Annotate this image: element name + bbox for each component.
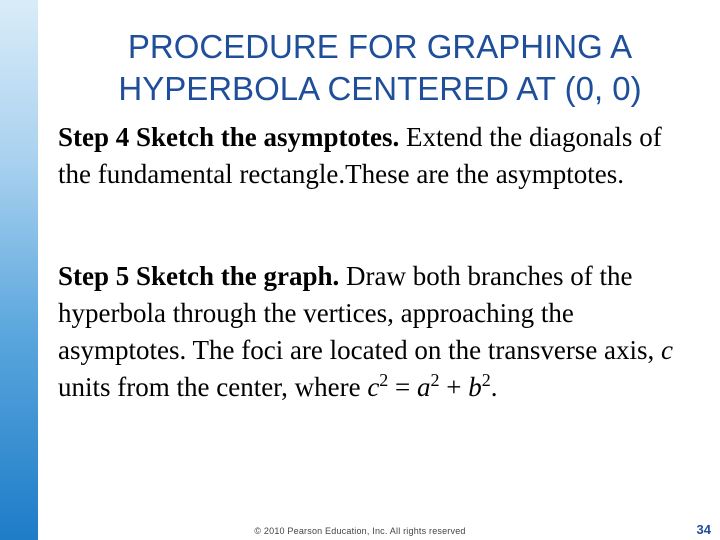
step-4-heading: Step 4 Sketch the asymptotes. xyxy=(58,122,400,152)
step-5-text-1: Draw both branches of the hyperbola through the vertices, approaching the asymptotes. The foci are located on the transverse axis, xyxy=(58,261,662,365)
equation-a: a xyxy=(417,372,431,402)
page-number: 34 xyxy=(696,522,711,537)
slide-title xyxy=(60,26,700,110)
title-line-1: PROCEDURE FOR GRAPHING A xyxy=(127,28,633,65)
plus-sign: + xyxy=(439,372,469,402)
step-4-text: Extend the diagonals of the fundamental rectangle.These are the asymptotes. xyxy=(58,122,662,189)
exponent-a: 2 xyxy=(430,370,440,390)
equation-b: b xyxy=(468,372,482,402)
equation-c: c xyxy=(367,372,380,402)
title-line-2: HYPERBOLA CENTERED AT (0, 0) xyxy=(118,70,642,107)
step-5-text-2: units from the center, where xyxy=(58,372,368,402)
step-4-paragraph xyxy=(58,119,698,193)
step-5-heading: Step 5 Sketch the graph. xyxy=(58,261,340,291)
decorative-side-bar xyxy=(0,0,38,540)
exponent-c: 2 xyxy=(379,370,389,390)
variable-c: c xyxy=(661,335,674,365)
equals-sign: = xyxy=(388,372,418,402)
period: . xyxy=(490,372,498,402)
copyright-footer: © 2010 Pearson Education, Inc. All rights reserved xyxy=(254,526,466,536)
exponent-b: 2 xyxy=(481,370,491,390)
step-5-paragraph xyxy=(58,258,698,406)
